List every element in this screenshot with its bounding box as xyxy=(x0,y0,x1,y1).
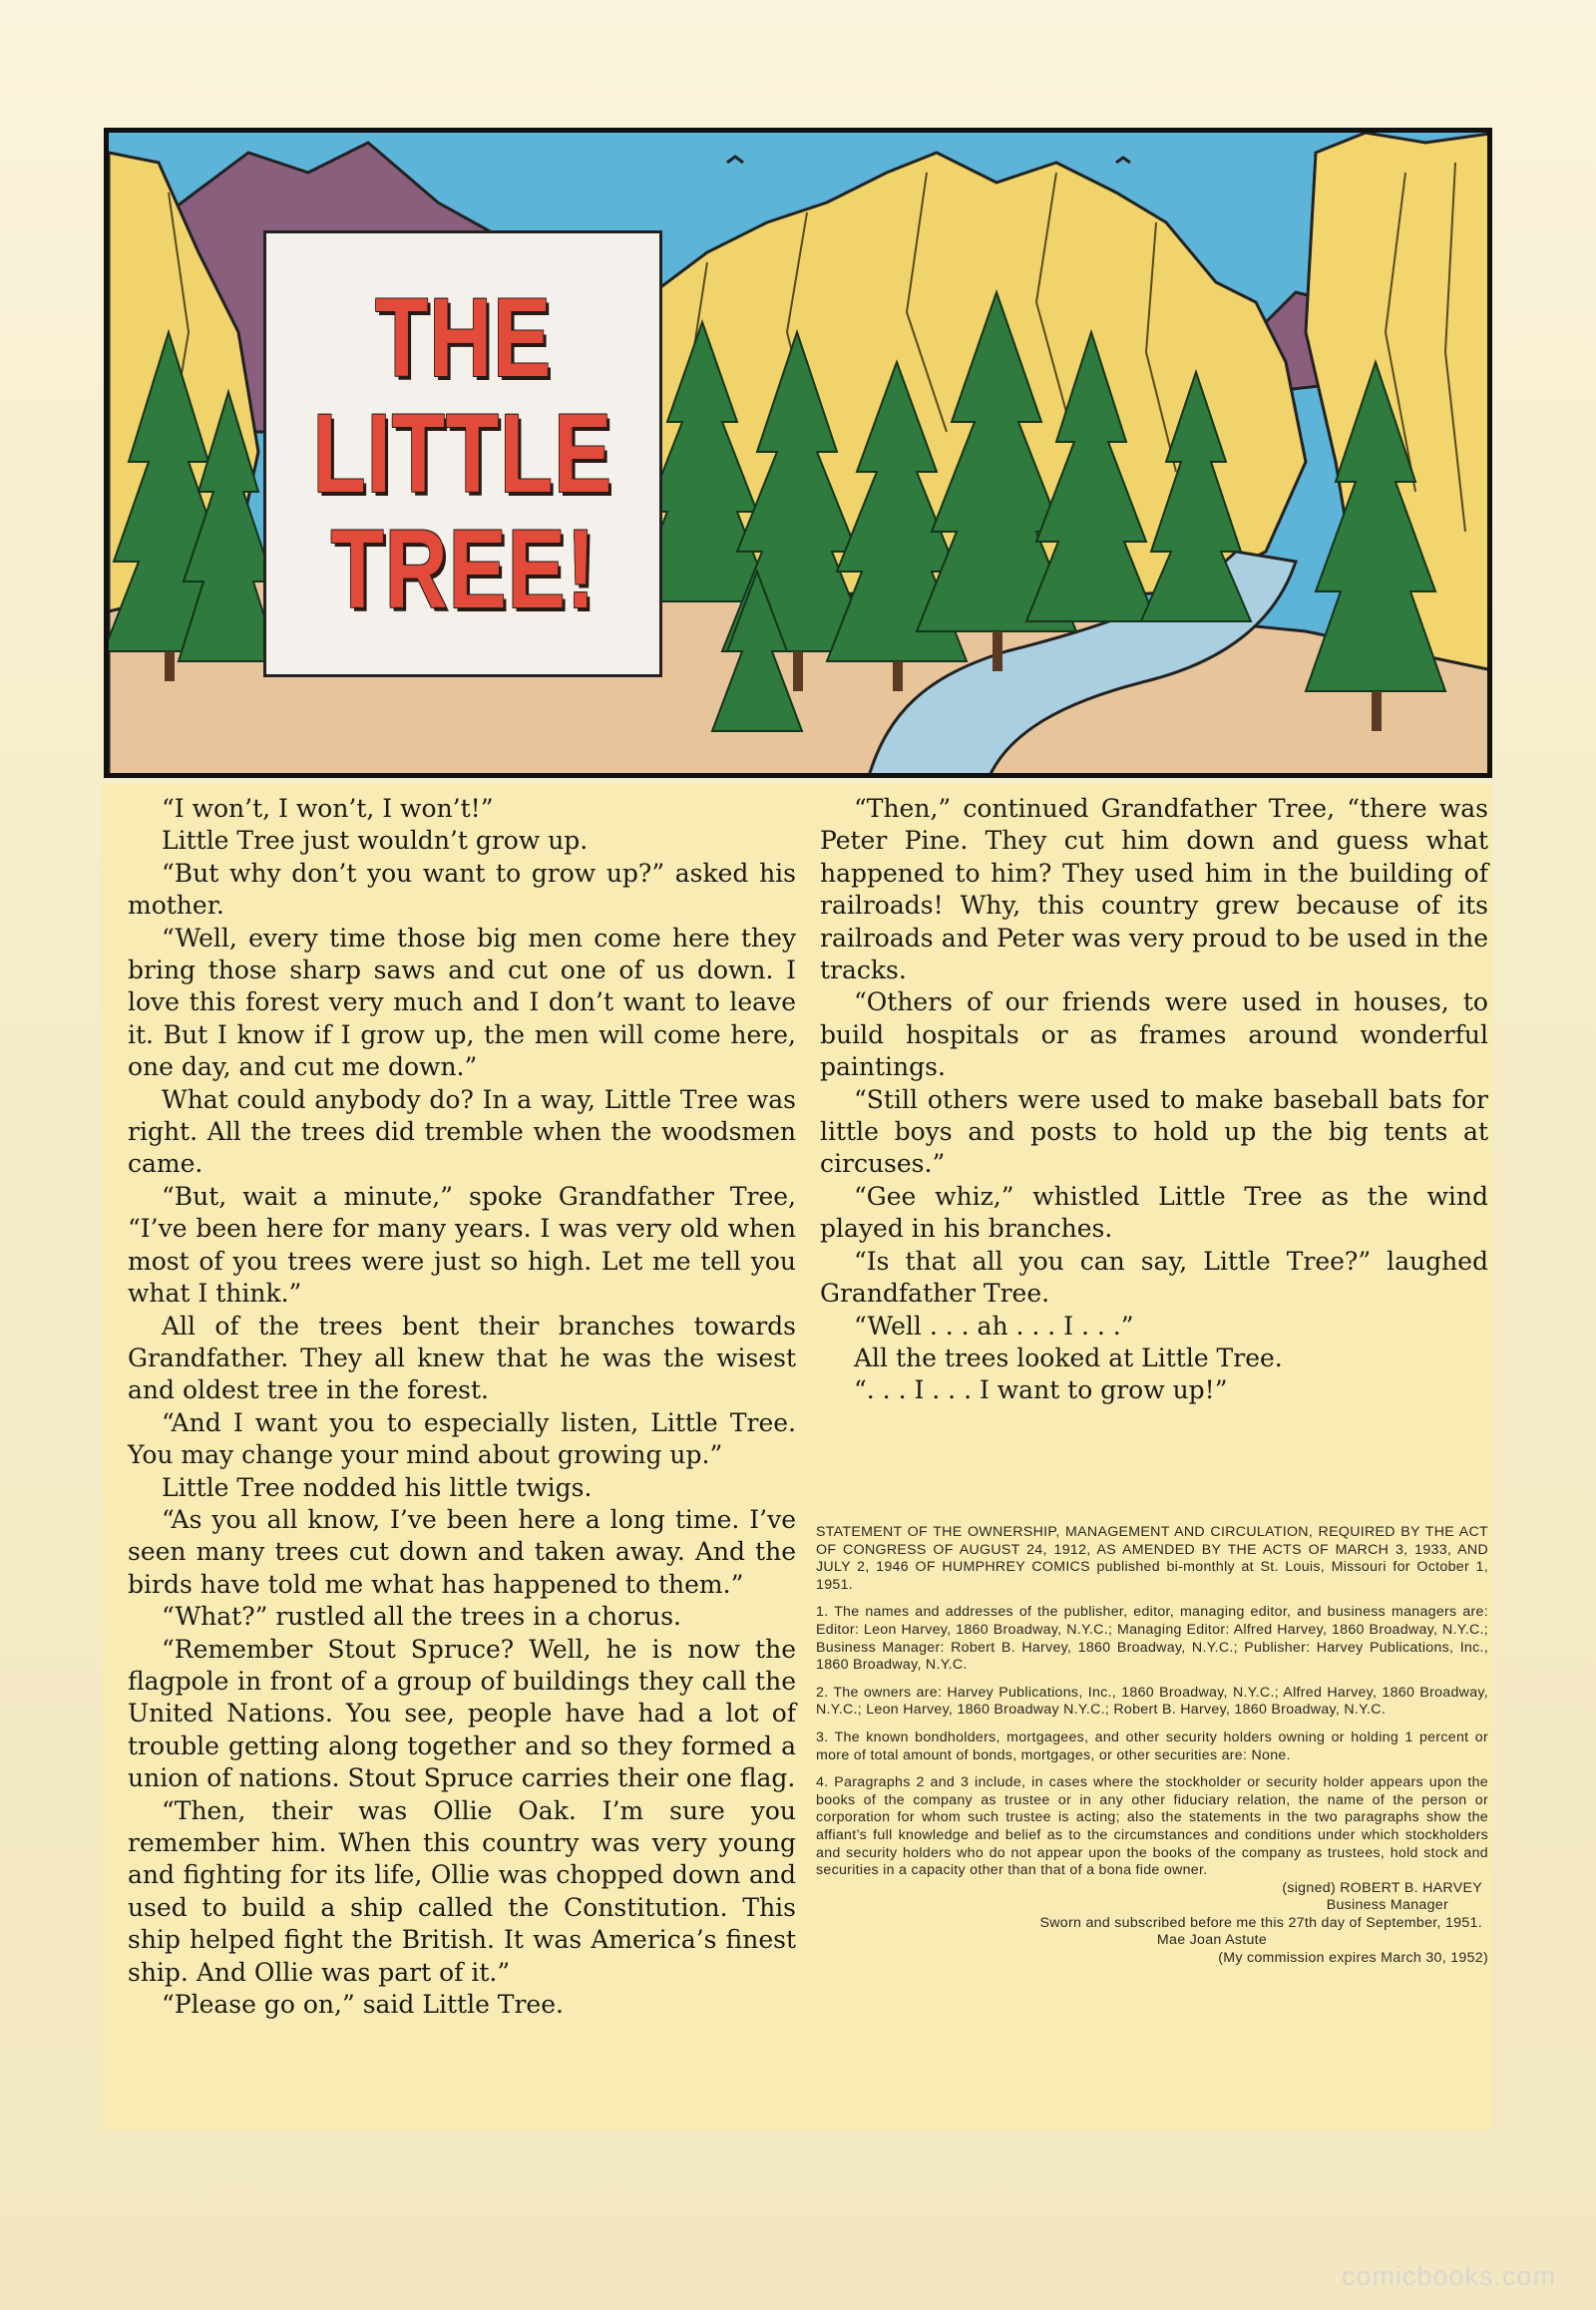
paragraph: “Then,” continued Grandfather Tree, “there was Peter Pine. They cut him down and guess what happened to him? They used him in the building of railroads! Why, this country grew because of its railroads and Peter was very proud to be used in the tracks. xyxy=(820,794,1488,985)
paragraph: “I won’t, I won’t, I won’t!” xyxy=(162,794,494,823)
paragraph: “Still others were used to make baseball bats for little boys and posts to hold up the big tents at circuses.” xyxy=(820,1084,1488,1179)
paragraph: All of the trees bent their branches towards Grandfather. They all knew that he was the wisest and oldest tree in the forest. xyxy=(128,1311,796,1405)
paragraph: Little Tree just wouldn’t grow up. xyxy=(162,826,589,856)
statement-paragraph-2: 2. The owners are: Harvey Publications, Inc., 1860 Broadway, N.Y.C.; Alfred Harvey, 1860 Broadway, N.Y.C.; Leon Harvey, 1860 Broadway N.Y.C.; Robert B. Harvey, 1860 Broadway, N.Y.C. xyxy=(816,1684,1488,1719)
paragraph: “Is that all you can say, Little Tree?” laughed Grandfather Tree. xyxy=(820,1246,1488,1309)
story-column-left xyxy=(128,793,796,2021)
statement-sworn: Sworn and subscribed before me this 27th day of September, 1951. xyxy=(1039,1914,1482,1931)
paragraph: “And I want you to especially listen, Little Tree. You may change your mind about growing up.” xyxy=(128,1407,796,1470)
story-column-right xyxy=(820,793,1488,1407)
paragraph: “. . . I . . . I want to grow up!” xyxy=(854,1375,1228,1405)
title-box xyxy=(263,230,662,677)
paragraph: “But why don’t you want to grow up?” asked his mother. xyxy=(128,858,796,921)
statement-signer-role: Business Manager xyxy=(1326,1897,1448,1914)
statement-intro: STATEMENT OF THE OWNERSHIP, MANAGEMENT AND CIRCULATION, REQUIRED BY THE ACT OF CONGRESS OF AUGUST 24, 1912, AS AMENDED BY THE ACTS OF MARCH 3, 1933, AND JULY 2, 1946 OF HUMPHREY COMICS published bi-monthly at St. Louis, Missouri for October 1, 1951. xyxy=(816,1524,1488,1593)
paragraph: “As you all know, I’ve been here a long time. I’ve seen many trees cut down and taken away. And the birds have told me what has happened to them.” xyxy=(128,1504,796,1599)
statement-paragraph-1: 1. The names and addresses of the publisher, editor, managing editor, and business managers are: Editor: Leon Harvey, 1860 Broadway, N.Y.C.; Managing Editor: Alfred Harvey, 1860 Broadway, N.Y.C.; Business Manager: Robert B. Harvey, 1860 Broadway, N.Y.C.; Publisher: Harvey Publications, Inc., 1860 Broadway, N.Y.C. xyxy=(816,1604,1488,1674)
paragraph: All the trees looked at Little Tree. xyxy=(854,1343,1283,1372)
paragraph: “Please go on,” said Little Tree. xyxy=(162,1990,564,2020)
paragraph: “Others of our friends were used in houses, to build hospitals or as frames around wonderful paintings. xyxy=(820,987,1488,1082)
paragraph: “Remember Stout Spruce? Well, he is now the flagpole in front of a group of buildings they call the United Nations. You see, people have had a lot of trouble getting along together and so they formed a union of nations. Stout Spruce carries their one flag. xyxy=(128,1634,796,1793)
statement-paragraph-4: 4. Paragraphs 2 and 3 include, in cases where the stockholder or security holder appears upon the books of the company as trustee or in any other fiduciary relation, the name of the person or corporation for whom such trustee is acting; also the statements in the two paragraphs show the affiant’s full knowledge and belief as to the circumstances and conditions under which stockholders and security holders who do not appear upon the books of the company as trustees, hold stock and securities in a capacity other than that of a bona fide owner. xyxy=(816,1774,1488,1879)
ownership-statement xyxy=(816,1524,1488,1968)
paragraph: What could anybody do? In a way, Little Tree was right. All the trees did tremble when the woodsmen came. xyxy=(128,1084,796,1179)
statement-signature: (signed) ROBERT B. HARVEY xyxy=(1282,1879,1482,1896)
splash-panel xyxy=(104,128,1492,778)
statement-notary: Mae Joan Astute xyxy=(1156,1932,1268,1949)
title-line-1: THE xyxy=(374,275,552,400)
paragraph: Little Tree nodded his little twigs. xyxy=(162,1472,593,1502)
paragraph: “Gee whiz,” whistled Little Tree as the wind played in his branches. xyxy=(820,1181,1488,1244)
paragraph: “Then, their was Ollie Oak. I’m sure you remember him. When this country was very young and fighting for its life, Ollie was chopped down and used to build a ship called the Constitution. This ship helped fight the British. It was America’s finest ship. And Ollie was part of it.” xyxy=(128,1795,796,1987)
paragraph: “But, wait a minute,” spoke Grandfather Tree, “I’ve been here for many years. I was very old when most of you trees were just so high. Let me tell you what I think.” xyxy=(128,1181,796,1309)
title-line-2: LITTLE xyxy=(312,391,613,516)
statement-paragraph-3: 3. The known bondholders, mortgagees, and other security holders owning or holding 1 percent or more of total amount of bonds, mortgages, or other securities are: None. xyxy=(816,1729,1488,1763)
watermark: comicbooks.com xyxy=(1341,2261,1556,2291)
paragraph: “Well, every time those big men come here they bring those sharp saws and cut one of us down. I love this forest very much and I don’t want to leave it. But I know if I grow up, the men will come here, one day, and cut me down.” xyxy=(128,923,796,1082)
paragraph: “What?” rustled all the trees in a chorus. xyxy=(162,1602,681,1632)
title-line-3: TREE! xyxy=(330,507,596,631)
statement-commission: (My commission expires March 30, 1952) xyxy=(1218,1950,1488,1967)
paragraph: “Well . . . ah . . . I . . .” xyxy=(854,1311,1134,1341)
